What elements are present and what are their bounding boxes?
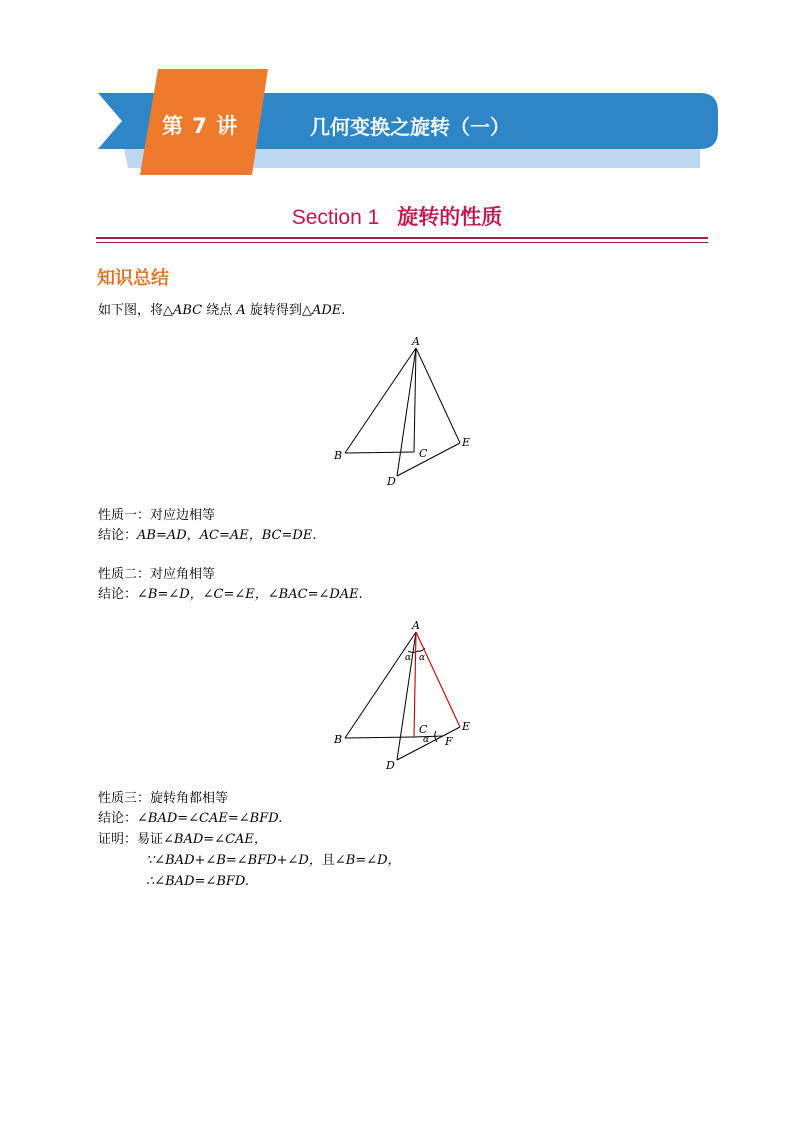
knowledge-heading: 知识总结	[97, 268, 169, 289]
header-banner	[0, 0, 794, 200]
label-e: E	[462, 720, 471, 733]
lecture-title: 几何变换之旋转（一）	[310, 115, 510, 139]
lecture-number: 第 7 讲	[162, 114, 239, 138]
label-alpha-2: α	[419, 653, 426, 663]
section-heading	[0, 201, 794, 231]
label-alpha-3: α	[423, 735, 430, 745]
segment-bc	[345, 452, 414, 453]
label-f: F	[445, 735, 453, 748]
segment-de	[397, 443, 460, 476]
proof-line-2: ∵∠BAD+∠B=∠BFD+∠D，且∠B=∠D，	[146, 853, 401, 868]
property3-title: 性质三：旋转角都相等	[98, 791, 229, 806]
label-e: E	[462, 436, 471, 449]
property1-title: 性质一：对应边相等	[98, 508, 216, 523]
label-a: A	[412, 619, 420, 632]
section-rule-thick	[96, 237, 708, 239]
label-d: D	[386, 759, 395, 772]
proof-line-1: 证明：易证∠BAD=∠CAE，	[98, 832, 267, 847]
section-rule-thin	[96, 242, 708, 243]
segment-ad	[397, 632, 416, 760]
segment-ac	[414, 348, 416, 452]
segment-ab	[345, 632, 416, 738]
property1-conclusion: 结论：AB=AD，AC=AE，BC=DE.	[98, 528, 317, 543]
label-a: A	[412, 335, 420, 348]
label-b: B	[334, 449, 343, 462]
segment-ae	[416, 348, 460, 443]
segment-bc	[345, 737, 414, 738]
figure-rotation-1	[330, 333, 480, 493]
section-name: 旋转的性质	[397, 205, 503, 229]
label-b: B	[334, 733, 343, 746]
segment-ac-highlight	[414, 632, 416, 737]
figure-rotation-2	[330, 615, 480, 775]
property2-conclusion: 结论：∠B=∠D，∠C=∠E，∠BAC=∠DAE.	[98, 587, 363, 602]
label-alpha-1: α	[405, 653, 412, 663]
label-c: C	[419, 447, 428, 460]
label-c: C	[419, 723, 428, 736]
section-number: Section 1	[291, 206, 380, 229]
proof-line-3: ∴∠BAD=∠BFD.	[146, 874, 249, 889]
segment-ad	[397, 348, 416, 476]
segment-ab	[345, 348, 416, 453]
intro-text: 如下图，将△ABC 绕点 A 旋转得到△ADE.	[98, 303, 346, 318]
segment-ae-highlight	[416, 632, 460, 727]
label-d: D	[387, 475, 396, 488]
property2-title: 性质二：对应角相等	[98, 567, 216, 582]
property3-conclusion: 结论：∠BAD=∠CAE=∠BFD.	[98, 811, 283, 826]
